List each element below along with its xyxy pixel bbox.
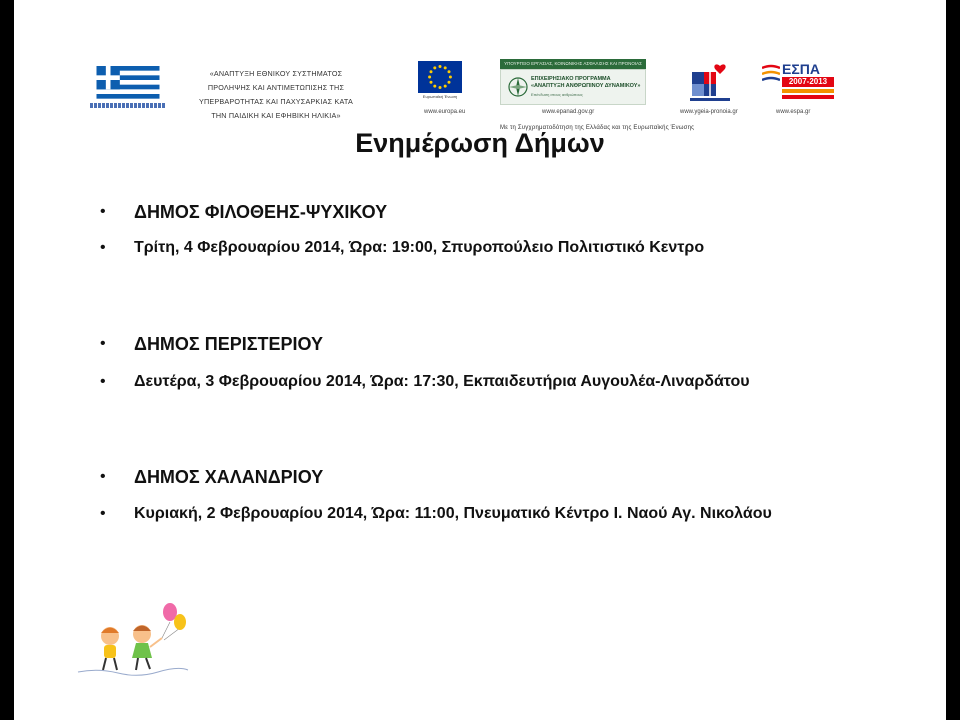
- espa-bar: [782, 95, 834, 99]
- municipality-name: ΔΗΜΟΣ ΠΕΡΙΣΤΕΡΙΟΥ: [134, 334, 324, 354]
- epanad-logo: [500, 69, 646, 105]
- bullet-icon: •: [100, 335, 106, 352]
- municipality-name: ΔΗΜΟΣ ΦΙΛΟΘΕΗΣ-ΨΥΧΙΚΟΥ: [134, 202, 388, 222]
- espa-years: 2007-2013: [782, 77, 834, 87]
- compass-icon: [507, 75, 529, 99]
- espa-logo: [762, 60, 834, 104]
- project-line: ΥΠΕΡΒΑΡΟΤΗΤΑΣ ΚΑΙ ΠΑΧΥΣΑΡΚΙΑΣ ΚΑΤΑ: [199, 97, 353, 106]
- eu-caption: Ευρωπαϊκή Ένωση: [422, 94, 458, 99]
- bullet-icon: •: [100, 468, 106, 485]
- slide-title: Ενημέρωση Δήμων: [355, 128, 605, 158]
- project-line: «ΑΝΑΠΤΥΞΗ ΕΘΝΙΚΟΥ ΣΥΣΤΗΜΑΤΟΣ: [209, 69, 343, 78]
- bullet-icon: •: [100, 203, 106, 220]
- event-details-text: Τρίτη, 4 Φεβρουαρίου 2014, Ώρα: 19:00, Σπυροπούλειο Πολιτιστικό Κεντρο: [134, 239, 705, 256]
- project-line: ΤΗΝ ΠΑΙΔΙΚΗ ΚΑΙ ΕΦΗΒΙΚΗ ΗΛΙΚΙΑ»: [211, 111, 341, 120]
- epanad-url[interactable]: www.epanad.gov.gr: [542, 109, 595, 115]
- bullet-icon: •: [100, 373, 106, 390]
- europa-url[interactable]: www.europa.eu: [424, 109, 466, 115]
- bullet-icon: •: [100, 239, 106, 256]
- espa-url[interactable]: www.espa.gr: [776, 109, 811, 115]
- greek-flag-icon: [90, 66, 166, 108]
- event-details-text: Δευτέρα, 3 Φεβρουαρίου 2014, Ώρα: 17:30, Εκπαιδευτήρια Αυγουλέα-Λιναρδάτου: [134, 373, 750, 390]
- cofunding-note: Με τη Συγχρηματοδότηση της Ελλάδας και της Ευρωπαϊκής Ένωσης: [500, 125, 695, 131]
- bullet-icon: •: [100, 505, 106, 522]
- ministry-caption: [90, 103, 166, 108]
- espa-bar: [782, 89, 834, 93]
- project-title: [182, 67, 370, 123]
- epanad-title: ΕΠΙΧΕΙΡΗΣΙΑΚΟ ΠΡΟΓΡΑΜΜΑ «ΑΝΑΠΤΥΞΗ ΑΝΘΡΩΠΙΝΟΥ ΔΥΝΑΜΙΚΟΥ»: [531, 76, 641, 89]
- municipality-name: ΔΗΜΟΣ ΧΑΛΑΝΔΡΙΟΥ: [134, 467, 324, 487]
- event-details-text: Κυριακή, 2 Φεβρουαρίου 2014, Ώρα: 11:00, Πνευματικό Κέντρο Ι. Ναού Αγ. Νικολάου: [134, 505, 772, 522]
- ministry-strip: ΥΠΟΥΡΓΕΙΟ ΕΡΓΑΣΙΑΣ, ΚΟΙΝΩΝΙΚΗΣ ΑΣΦΑΛΙΣΗΣ ΚΑΙ ΠΡΟΝΟΙΑΣ: [500, 59, 646, 69]
- espa-stripes-icon: [762, 64, 780, 86]
- health-ministry-icon: [686, 60, 734, 104]
- slide: [14, 0, 946, 720]
- project-line: ΠΡΟΛΗΨΗΣ ΚΑΙ ΑΝΤΙΜΕΤΩΠΙΣΗΣ ΤΗΣ: [207, 83, 345, 92]
- eu-flag-icon: [418, 61, 462, 93]
- espa-label: ΕΣΠΑ: [782, 61, 820, 77]
- children-balloons-illustration: [58, 598, 198, 678]
- ygeia-url[interactable]: www.ygeia-pronoia.gr: [680, 109, 738, 115]
- epanad-subtitle: Επένδυση στους ανθρώπους: [531, 92, 583, 97]
